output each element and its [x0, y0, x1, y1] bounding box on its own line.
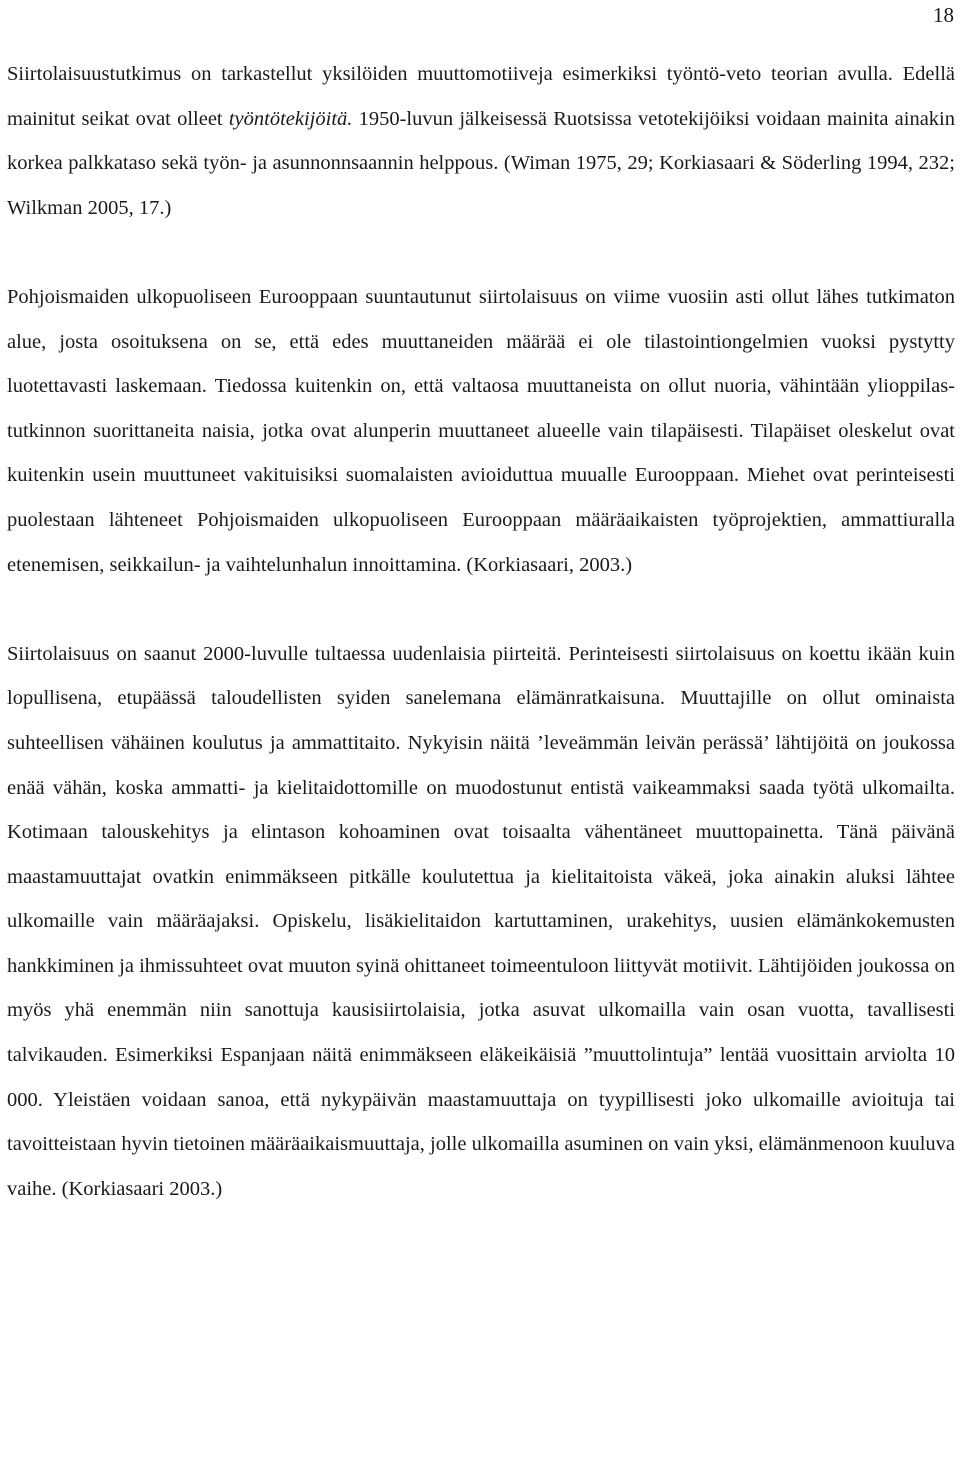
paragraph-new-features-of-emigration: Siirtolaisuus on saanut 2000-luvulle tultaessa uudenlaisia piirteitä. Perinteisesti siirtolaisuus on koettu ikään kuin lopullisena, etupäässä taloudellisten syiden sanelemana elämänratkaisuna. Muuttajille on ollut ominaista suhteellisen vähäinen koulutus ja ammattitaito. Nykyisin näitä ’leveämmän leivän perässä’ lähtijöitä on joukossa enää vähän, koska ammatti- ja kielitaidottomille on muodostunut entistä vaikeammaksi saada työtä ulkomailta. Kotimaan talouskehitys ja elintason kohoaminen ovat toisaalta vähentäneet muuttopainetta. Tänä päivänä maastamuuttajat ovatkin enimmäkseen pitkälle koulutettua ja kielitaitoista väkeä, joka ainakin aluksi lähtee ulkomaille vain määräajaksi. Opiskelu, lisäkielitaidon kartuttaminen, urakehitys, uusien elämänkokemusten hankkiminen ja ihmissuhteet ovat muuton syinä ohittaneet toimeentuloon liittyvät motiivit. Lähtijöiden joukossa on myös yhä enemmän niin sanottuja kausisiirtolaisia, jotka asuvat ulkomailla vain osan vuotta, tavallisesti talvikauden. Esimerkiksi Espanjaan näitä enimmäkseen eläkeikäisiä ”muuttolintuja” lentää vuosittain arviolta 10 000. Yleistäen voidaan sanoa, että nykypäivän maastamuuttaja on tyypillisesti joko ulkomaille avioituja tai tavoitteistaan hyvin tietoinen määräaikaismuuttaja, jolle ulkomailla asuminen on vain yksi, elämänmenoon kuuluva vaihe. (Korkiasaari 2003.): [7, 642, 955, 1200]
paragraph-emigration-to-europe: Pohjoismaiden ulkopuoliseen Eurooppaan suuntautunut siirtolaisuus on viime vuosiin asti ollut lähes tutkimaton alue, josta osoituksena on se, että edes muuttaneiden määrää ei ole tilastointiongelmien vuoksi pystytty luotettavasti laskemaan. Tiedossa kuitenkin on, että valtaosa muuttaneista on ollut nuoria, vähintään ylioppilas-tutkinnon suorittaneita naisia, jotka ovat alunperin muuttaneet alueelle vain tilapäisesti. Tilapäiset oleskelut ovat kuitenkin usein muuttuneet vakituisiksi suomalaisten avioiduttua muualle Eurooppaan. Miehet ovat perinteisesti puolestaan lähteneet Pohjoismaiden ulkopuoliseen Eurooppaan määräaikaisten työprojektien, ammattiuralla etenemisen, seikkailun- ja vaihtelunhalun innoittamina. (Korkiasaari, 2003.): [7, 285, 955, 576]
paragraph-text-part: 1950-luvun jälkeisessä Ruotsissa vetotekijöiksi voidaan mainita ainakin korkea palkkataso sekä työn- ja asunnonnsaannin helppous. (Wiman 1975, 29; Korkiasaari & Söderling 1994, 232; Wilkman 2005, 17.): [7, 107, 955, 219]
page-number: 18: [933, 3, 954, 27]
emphasized-term: työntötekijöitä.: [228, 107, 353, 130]
paragraph-push-pull-theory: [7, 52, 955, 230]
paragraph-text-part: Siirtolaisuustutkimus on tarkastellut yksilöiden muuttomotiiveja esimerkiksi työntö-veto teorian avulla. Edellä mainitut seikat ovat olleet: [7, 63, 955, 130]
body-text: [7, 52, 955, 1211]
